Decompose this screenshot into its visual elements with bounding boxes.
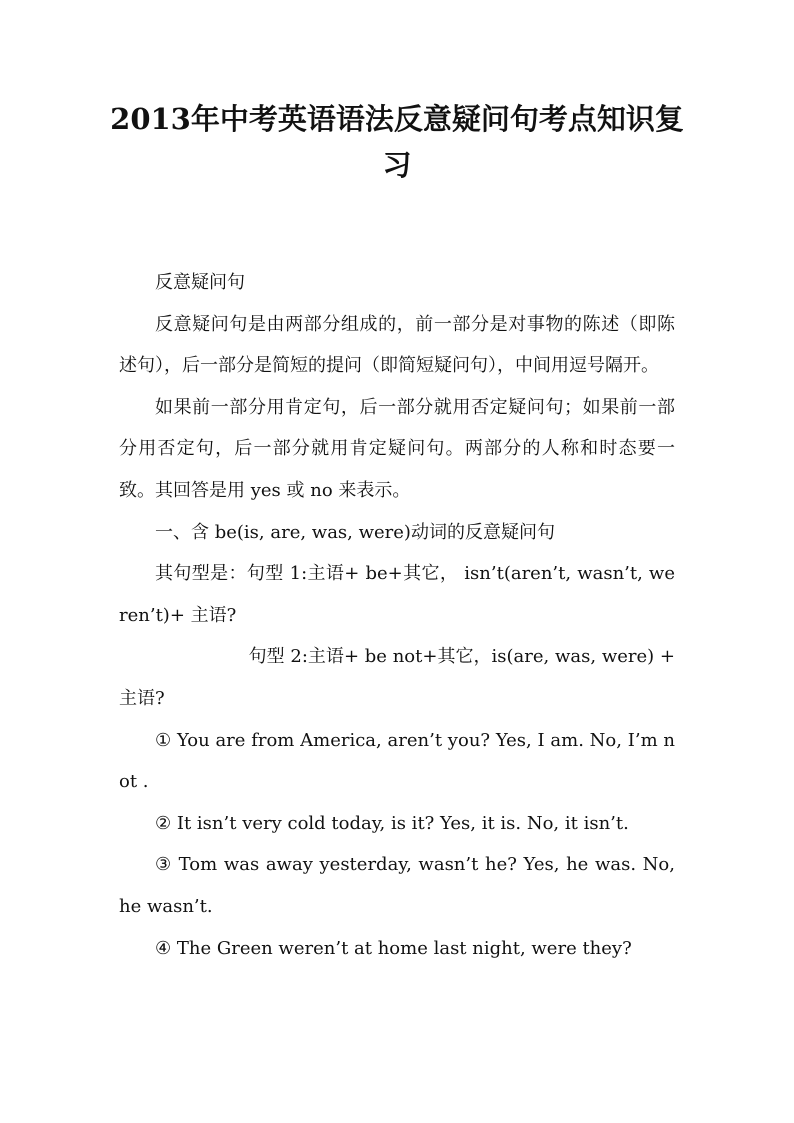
sentence-pattern-1: 其句型是：句型 1:主语+ be+其它， isn’t(aren’t, wasn’t, weren’t)+ 主语? [119, 563, 675, 626]
example-1: ① You are from America, aren’t you? Yes, I am. No, I’m not . [119, 729, 675, 793]
paragraph-rule: 如果前一部分用肯定句，后一部分就用否定疑问句；如果前一部分用否定句，后一部分就用肯定疑问句。两部分的人称和时态要一致。其回答是用 yes 或 no 来表示。 [119, 396, 675, 501]
sentence-pattern-2: 句型 2:主语+ be not+其它，is(are, was, were) + 主语? [119, 646, 675, 709]
example-2: ② It isn’t very cold today, is it? Yes, it is. No, it isn’t. [155, 812, 629, 834]
subsection-heading: 一、含 be(is, are, was, were)动词的反意疑问句 [155, 521, 555, 543]
document-title: 2013年中考英语语法反意疑问句考点知识复习 [110, 102, 684, 182]
section-heading: 反意疑问句 [155, 272, 245, 293]
example-4: ④ The Green weren’t at home last night, were they? [155, 937, 632, 959]
example-3: ③ Tom was away yesterday, wasn’t he? Yes, he was. No, he wasn’t. [119, 854, 675, 917]
document-body [119, 262, 675, 969]
paragraph-definition: 反意疑问句是由两部分组成的，前一部分是对事物的陈述（即陈述句），后一部分是简短的提问（即简短疑问句），中间用逗号隔开。 [119, 313, 675, 377]
